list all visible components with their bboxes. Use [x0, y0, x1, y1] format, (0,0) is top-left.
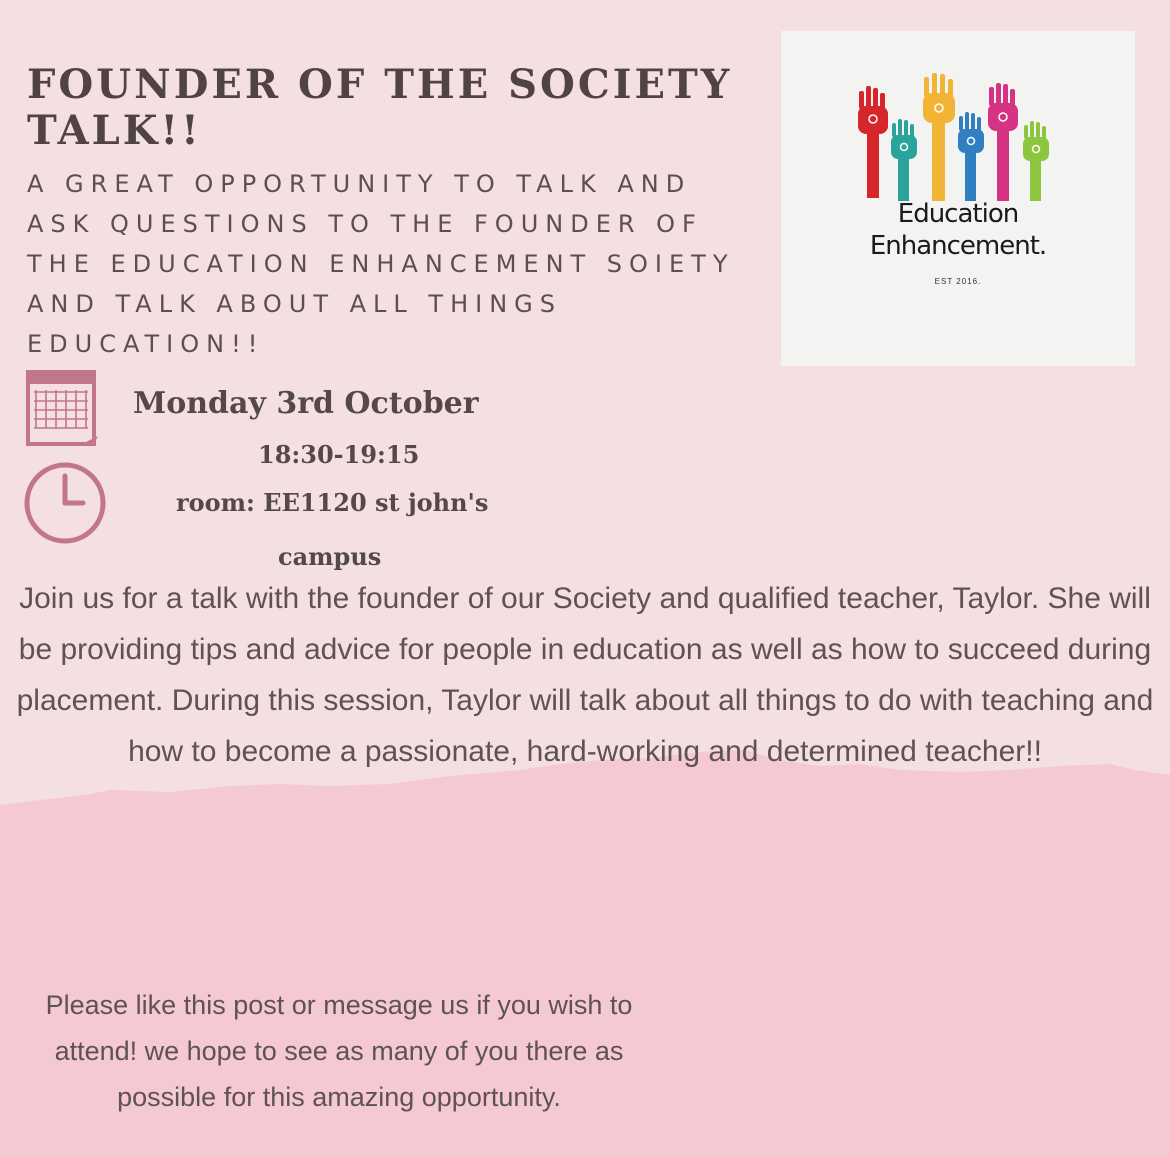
event-title: FOUNDER OF THE SOCIETY TALK!!: [27, 61, 733, 154]
event-campus: campus: [278, 542, 382, 571]
event-subtitle: A GREAT OPPORTUNITY TO TALK AND ASK QUESTIONS TO THE FOUNDER OF THE EDUCATION ENHANCEMENT SOIETY AND TALK ABOUT ALL THINGS EDUCATION!!: [27, 170, 735, 358]
logo-text-enhancement: Enhancement.: [869, 231, 1047, 261]
clock-icon: [20, 458, 110, 548]
call-to-action: Please like this post or message us if you wish to attend! we hope to see as many of you there as possible for this amazing opportunity.: [45, 990, 633, 1112]
society-logo: [781, 31, 1135, 366]
event-room: room: EE1120 st john's: [176, 488, 489, 517]
event-date: Monday 3rd October: [133, 386, 479, 421]
event-description: Join us for a talk with the founder of our Society and qualified teacher, Taylor. She will be providing tips and advice for people in education as well as how to succeed during placement. During this session, Taylor will talk about all things to do with teaching and how to become a passionate, hard-working and determined teacher!!: [16, 582, 1154, 768]
logo-text-education: Education: [897, 199, 1019, 229]
logo-established: EST 2016.: [934, 277, 982, 286]
calendar-icon: [22, 366, 102, 448]
event-time: 18:30-19:15: [258, 440, 420, 469]
